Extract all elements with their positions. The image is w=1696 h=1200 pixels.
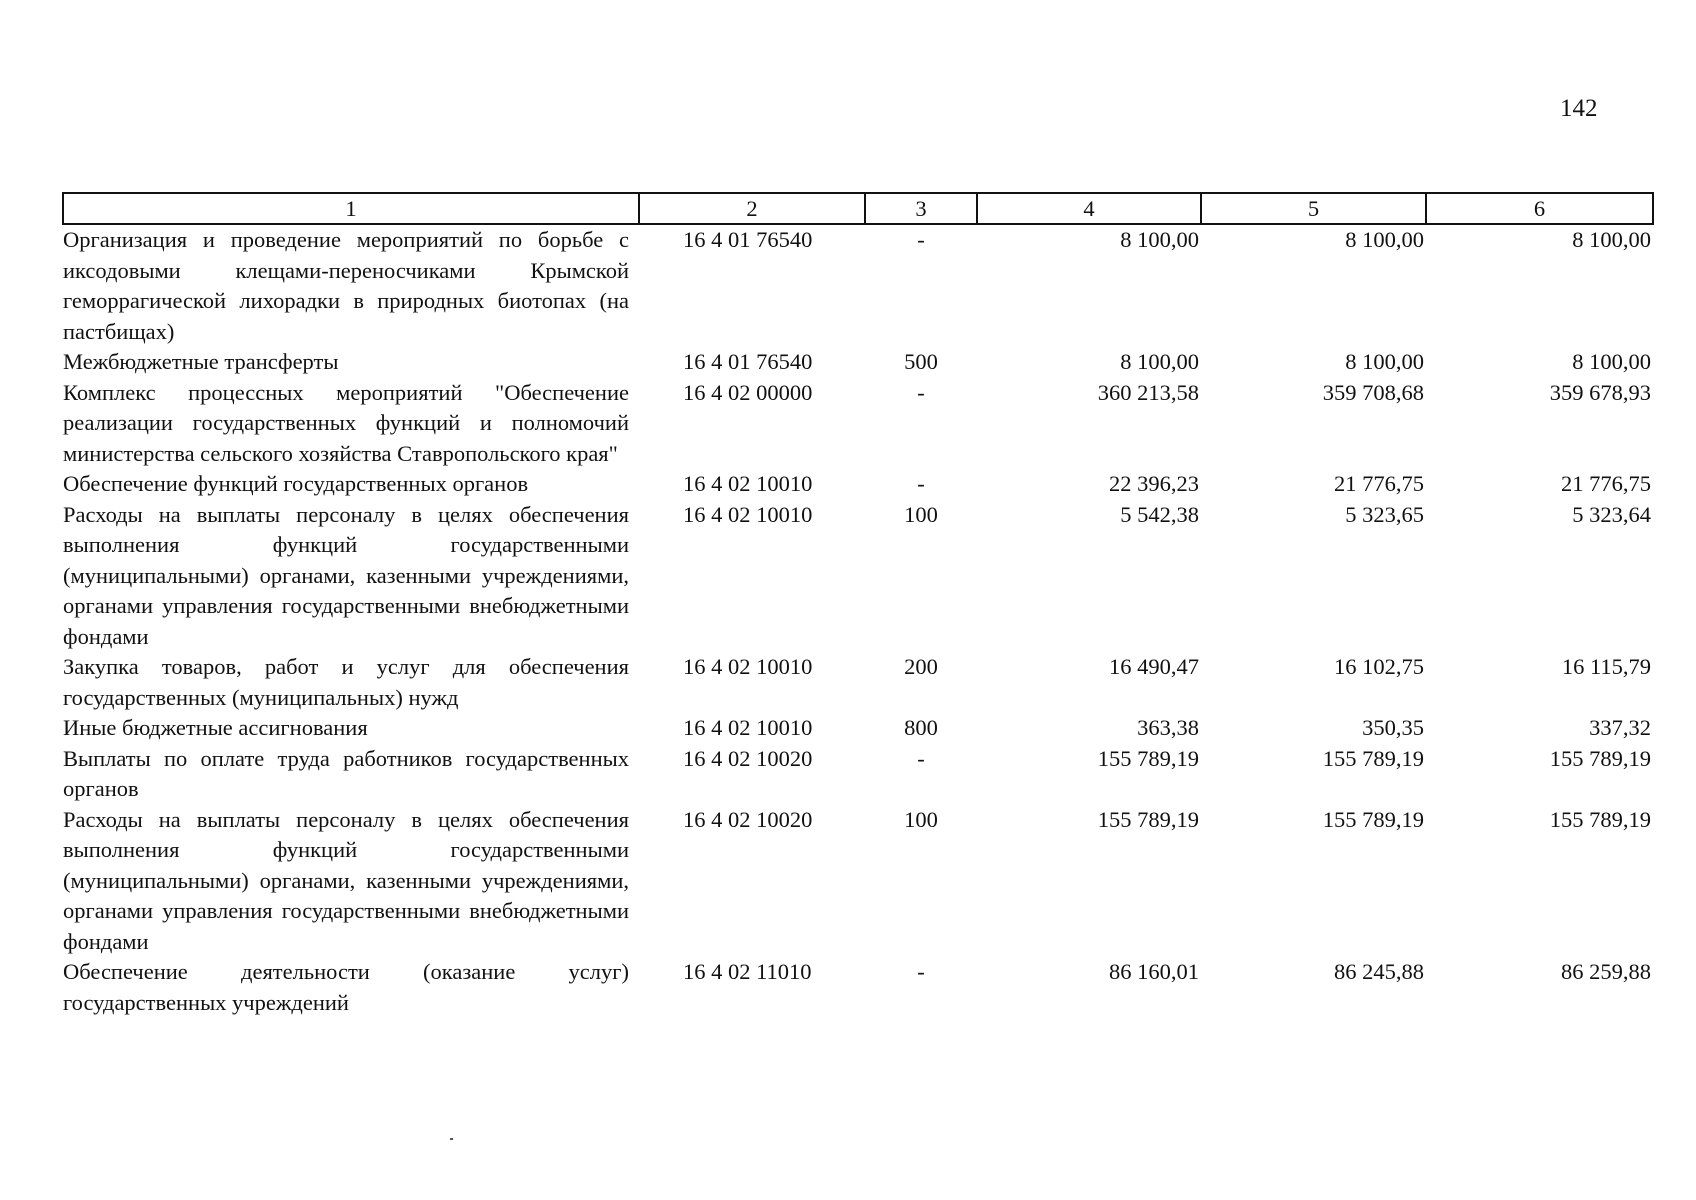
row-amount-1: 8 100,00 bbox=[1120, 349, 1199, 374]
row-amount-2: 21 776,75 bbox=[1334, 471, 1424, 496]
row-expense-type: 800 bbox=[904, 715, 938, 740]
row-name: Организация и проведение мероприятий по борьбе с иксодовыми клещами-переносчиками Крымской геморрагической лихорадки в природных биотопах (на пастбищах) bbox=[63, 227, 629, 344]
column-header-3: 3 bbox=[865, 193, 977, 224]
row-amount-3: 8 100,00 bbox=[1572, 227, 1651, 252]
row-amount-2: 359 708,68 bbox=[1322, 379, 1424, 405]
header-row bbox=[63, 193, 1653, 224]
row-name: Комплекс процессных мероприятий "Обеспечение реализации государственных функций и полномочий министерства сельского хозяйства Ставропольского края" bbox=[63, 379, 629, 466]
row-amount-2: 350,35 bbox=[1362, 715, 1424, 740]
row-amount-2: 8 100,00 bbox=[1345, 227, 1424, 252]
column-header-6: 6 bbox=[1426, 193, 1653, 224]
row-code: 16 4 02 00000 bbox=[683, 379, 813, 405]
row-amount-3: 155 789,19 bbox=[1549, 806, 1651, 832]
row-amount-2: 86 245,88 bbox=[1334, 959, 1424, 984]
row-expense-type: - bbox=[917, 379, 925, 405]
row-amount-1: 363,38 bbox=[1137, 715, 1199, 740]
row-name: Выплаты по оплате труда работников государственных органов bbox=[63, 745, 629, 801]
table-row bbox=[63, 347, 1653, 378]
row-code: 16 4 02 10010 bbox=[683, 654, 813, 679]
row-amount-3: 337,32 bbox=[1589, 715, 1651, 740]
row-code: 16 4 02 11010 bbox=[683, 959, 812, 984]
column-header-2: 2 bbox=[639, 193, 865, 224]
row-expense-type: - bbox=[917, 471, 925, 496]
row-expense-type: - bbox=[917, 227, 925, 252]
row-code: 16 4 02 10020 bbox=[683, 806, 813, 832]
row-expense-type: - bbox=[917, 745, 925, 771]
row-code: 16 4 02 10010 bbox=[683, 715, 813, 740]
row-amount-1: 16 490,47 bbox=[1109, 654, 1199, 679]
row-name: Иные бюджетные ассигнования bbox=[63, 715, 368, 740]
row-amount-3: 8 100,00 bbox=[1572, 349, 1651, 374]
table-body bbox=[63, 224, 1653, 1018]
row-name: Расходы на выплаты персоналу в целях обеспечения выполнения функций государственными (муниципальными) органами, казенными учреждениями, органами управления государственными внебюджетными фондами bbox=[63, 806, 629, 954]
row-amount-3: 359 678,93 bbox=[1549, 379, 1651, 405]
row-amount-1: 22 396,23 bbox=[1109, 471, 1199, 496]
row-code: 16 4 01 76540 bbox=[683, 349, 813, 374]
row-amount-3: 16 115,79 bbox=[1561, 654, 1651, 679]
scan-speck bbox=[450, 1138, 453, 1140]
table-row bbox=[63, 744, 1653, 805]
table-row bbox=[63, 378, 1653, 470]
row-amount-1: 8 100,00 bbox=[1120, 227, 1199, 252]
row-expense-type: 100 bbox=[904, 806, 938, 832]
column-header-1: 1 bbox=[63, 193, 639, 224]
table-row bbox=[63, 500, 1653, 653]
row-amount-2: 16 102,75 bbox=[1334, 654, 1424, 679]
row-name: Межбюджетные трансферты bbox=[63, 349, 339, 374]
row-amount-1: 5 542,38 bbox=[1120, 501, 1199, 527]
table-row bbox=[63, 224, 1653, 347]
table-row bbox=[63, 469, 1653, 500]
row-expense-type: - bbox=[917, 959, 925, 984]
page-number: 142 bbox=[1560, 95, 1598, 122]
row-code: 16 4 02 10010 bbox=[683, 471, 813, 496]
row-amount-2: 8 100,00 bbox=[1345, 349, 1424, 374]
row-amount-2: 155 789,19 bbox=[1322, 745, 1424, 771]
column-header-5: 5 bbox=[1201, 193, 1426, 224]
row-amount-1: 360 213,58 bbox=[1097, 379, 1199, 405]
row-amount-1: 86 160,01 bbox=[1109, 959, 1199, 984]
row-amount-3: 86 259,88 bbox=[1561, 959, 1651, 984]
row-name: Закупка товаров, работ и услуг для обеспечения государственных (муниципальных) нужд bbox=[63, 654, 629, 710]
table-row bbox=[63, 713, 1653, 744]
row-expense-type: 500 bbox=[904, 349, 938, 374]
column-header-4: 4 bbox=[977, 193, 1201, 224]
row-code: 16 4 01 76540 bbox=[683, 227, 813, 252]
table-header bbox=[63, 193, 1653, 224]
row-amount-3: 5 323,64 bbox=[1572, 501, 1651, 527]
row-name: Расходы на выплаты персоналу в целях обеспечения выполнения функций государственными (муниципальными) органами, казенными учреждениями, органами управления государственными внебюджетными фондами bbox=[63, 501, 629, 649]
row-amount-3: 21 776,75 bbox=[1561, 471, 1651, 496]
row-expense-type: 100 bbox=[904, 501, 938, 527]
row-code: 16 4 02 10020 bbox=[683, 745, 813, 771]
row-name: Обеспечение деятельности (оказание услуг) государственных учреждений bbox=[63, 959, 629, 1015]
table-row bbox=[63, 652, 1653, 713]
row-amount-1: 155 789,19 bbox=[1097, 745, 1199, 771]
table-row bbox=[63, 805, 1653, 958]
row-expense-type: 200 bbox=[904, 654, 938, 679]
row-name: Обеспечение функций государственных органов bbox=[63, 471, 529, 496]
row-amount-3: 155 789,19 bbox=[1549, 745, 1651, 771]
budget-table bbox=[62, 192, 1654, 1018]
row-amount-1: 155 789,19 bbox=[1097, 806, 1199, 832]
row-code: 16 4 02 10010 bbox=[683, 501, 813, 527]
table-row bbox=[63, 957, 1653, 1018]
row-amount-2: 155 789,19 bbox=[1322, 806, 1424, 832]
row-amount-2: 5 323,65 bbox=[1345, 501, 1424, 527]
